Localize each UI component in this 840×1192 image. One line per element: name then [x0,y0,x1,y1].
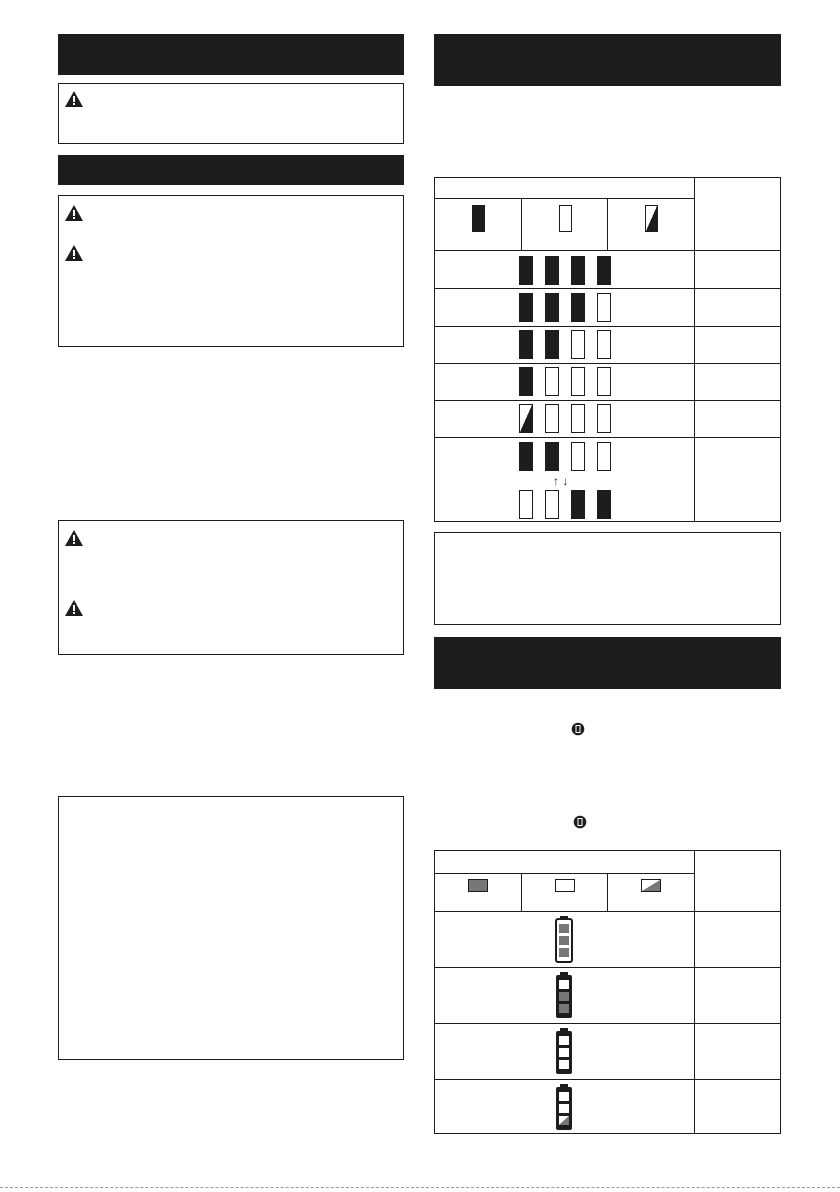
section-header-bar [58,34,404,75]
indicator-lamp-half [519,404,533,433]
table-row [519,442,619,472]
battery-3-gray-icon [555,915,573,963]
table-divider [435,363,780,364]
table-row [519,293,619,323]
battery-1-white-2-gray-icon [555,971,573,1019]
warning-icon [65,205,83,221]
indicator-lamp-off [545,404,559,433]
indicator-lamp-on [519,293,533,322]
table-divider [435,198,694,199]
table-row [519,256,619,286]
warning-icon [65,600,83,616]
legend-blinking-indicator [641,879,661,892]
table-divider [607,873,608,911]
warning-icon [65,91,83,107]
note-box [58,796,404,1060]
body-text [58,665,404,785]
table-divider [521,198,522,250]
indicator-lamp-on [519,330,533,359]
indicator-lamp-on [571,293,585,322]
warning-box [58,195,404,347]
indicator-lamp-on [545,293,559,322]
indicator-lamp-on [597,256,611,285]
indicator-lamp-off [571,404,585,433]
indicator-lamp-off [597,367,611,396]
table-divider [521,873,522,911]
indicator-lamp-off [519,490,533,519]
indicator-lamp-on [571,256,585,285]
indicator-lamp-off [571,330,585,359]
indicator-lamp-off [597,330,611,359]
indicator-lamp-off [597,293,611,322]
indicator-lamp-on [519,442,533,471]
legend-off-indicator [559,205,572,232]
note-box [434,532,781,625]
warning-box [58,520,404,655]
table-divider [435,1023,780,1024]
section-header-bar [58,155,404,185]
battery-indicator-icon [571,722,585,736]
warning-icon [65,530,83,546]
legend-lit-indicator [472,205,485,232]
battery-3-white-icon [555,1027,573,1075]
warning-icon [65,245,83,261]
indicator-lamp-on [545,330,559,359]
indicator-lamp-off [545,367,559,396]
legend-off-indicator [555,879,575,892]
page-description [434,700,781,840]
body-text [58,360,404,510]
table-divider [607,198,608,250]
toggle-arrows: ↑ ↓ [553,474,569,488]
table-divider [435,911,780,912]
table-divider [694,851,695,1133]
table-row [519,330,619,360]
table-divider [435,288,780,289]
indicator-lamp-on [545,442,559,471]
indicator-lamp-on [519,256,533,285]
battery-2-white-1-half-icon [555,1083,573,1131]
indicator-lamp-off [597,404,611,433]
table-divider [435,400,780,401]
indicator-lamp-on [571,490,585,519]
page-edge [0,1187,840,1188]
table-divider [435,967,780,968]
legend-blinking-indicator [645,205,658,232]
battery-indicator-table [434,850,781,1134]
table-divider [435,326,780,327]
table-divider [435,250,780,251]
section-header-bar [434,34,781,86]
section-header-bar [434,637,781,689]
indicator-lamp-off [545,490,559,519]
table-divider [435,1079,780,1080]
indicator-lamp-on [519,367,533,396]
indicator-lamp-off [597,442,611,471]
indicator-lamp-on [545,256,559,285]
indicator-lamp-off [571,367,585,396]
table-row [519,404,619,434]
table-row [519,367,619,397]
legend-lit-indicator [468,879,488,892]
warning-box [58,83,404,144]
indicator-lamp-off [571,442,585,471]
table-divider [435,437,780,438]
table-row [519,490,619,520]
table-divider [694,178,695,521]
battery-indicator-table [434,177,781,522]
indicator-lamp-on [597,490,611,519]
battery-indicator-icon [573,815,587,829]
table-divider [435,873,694,874]
